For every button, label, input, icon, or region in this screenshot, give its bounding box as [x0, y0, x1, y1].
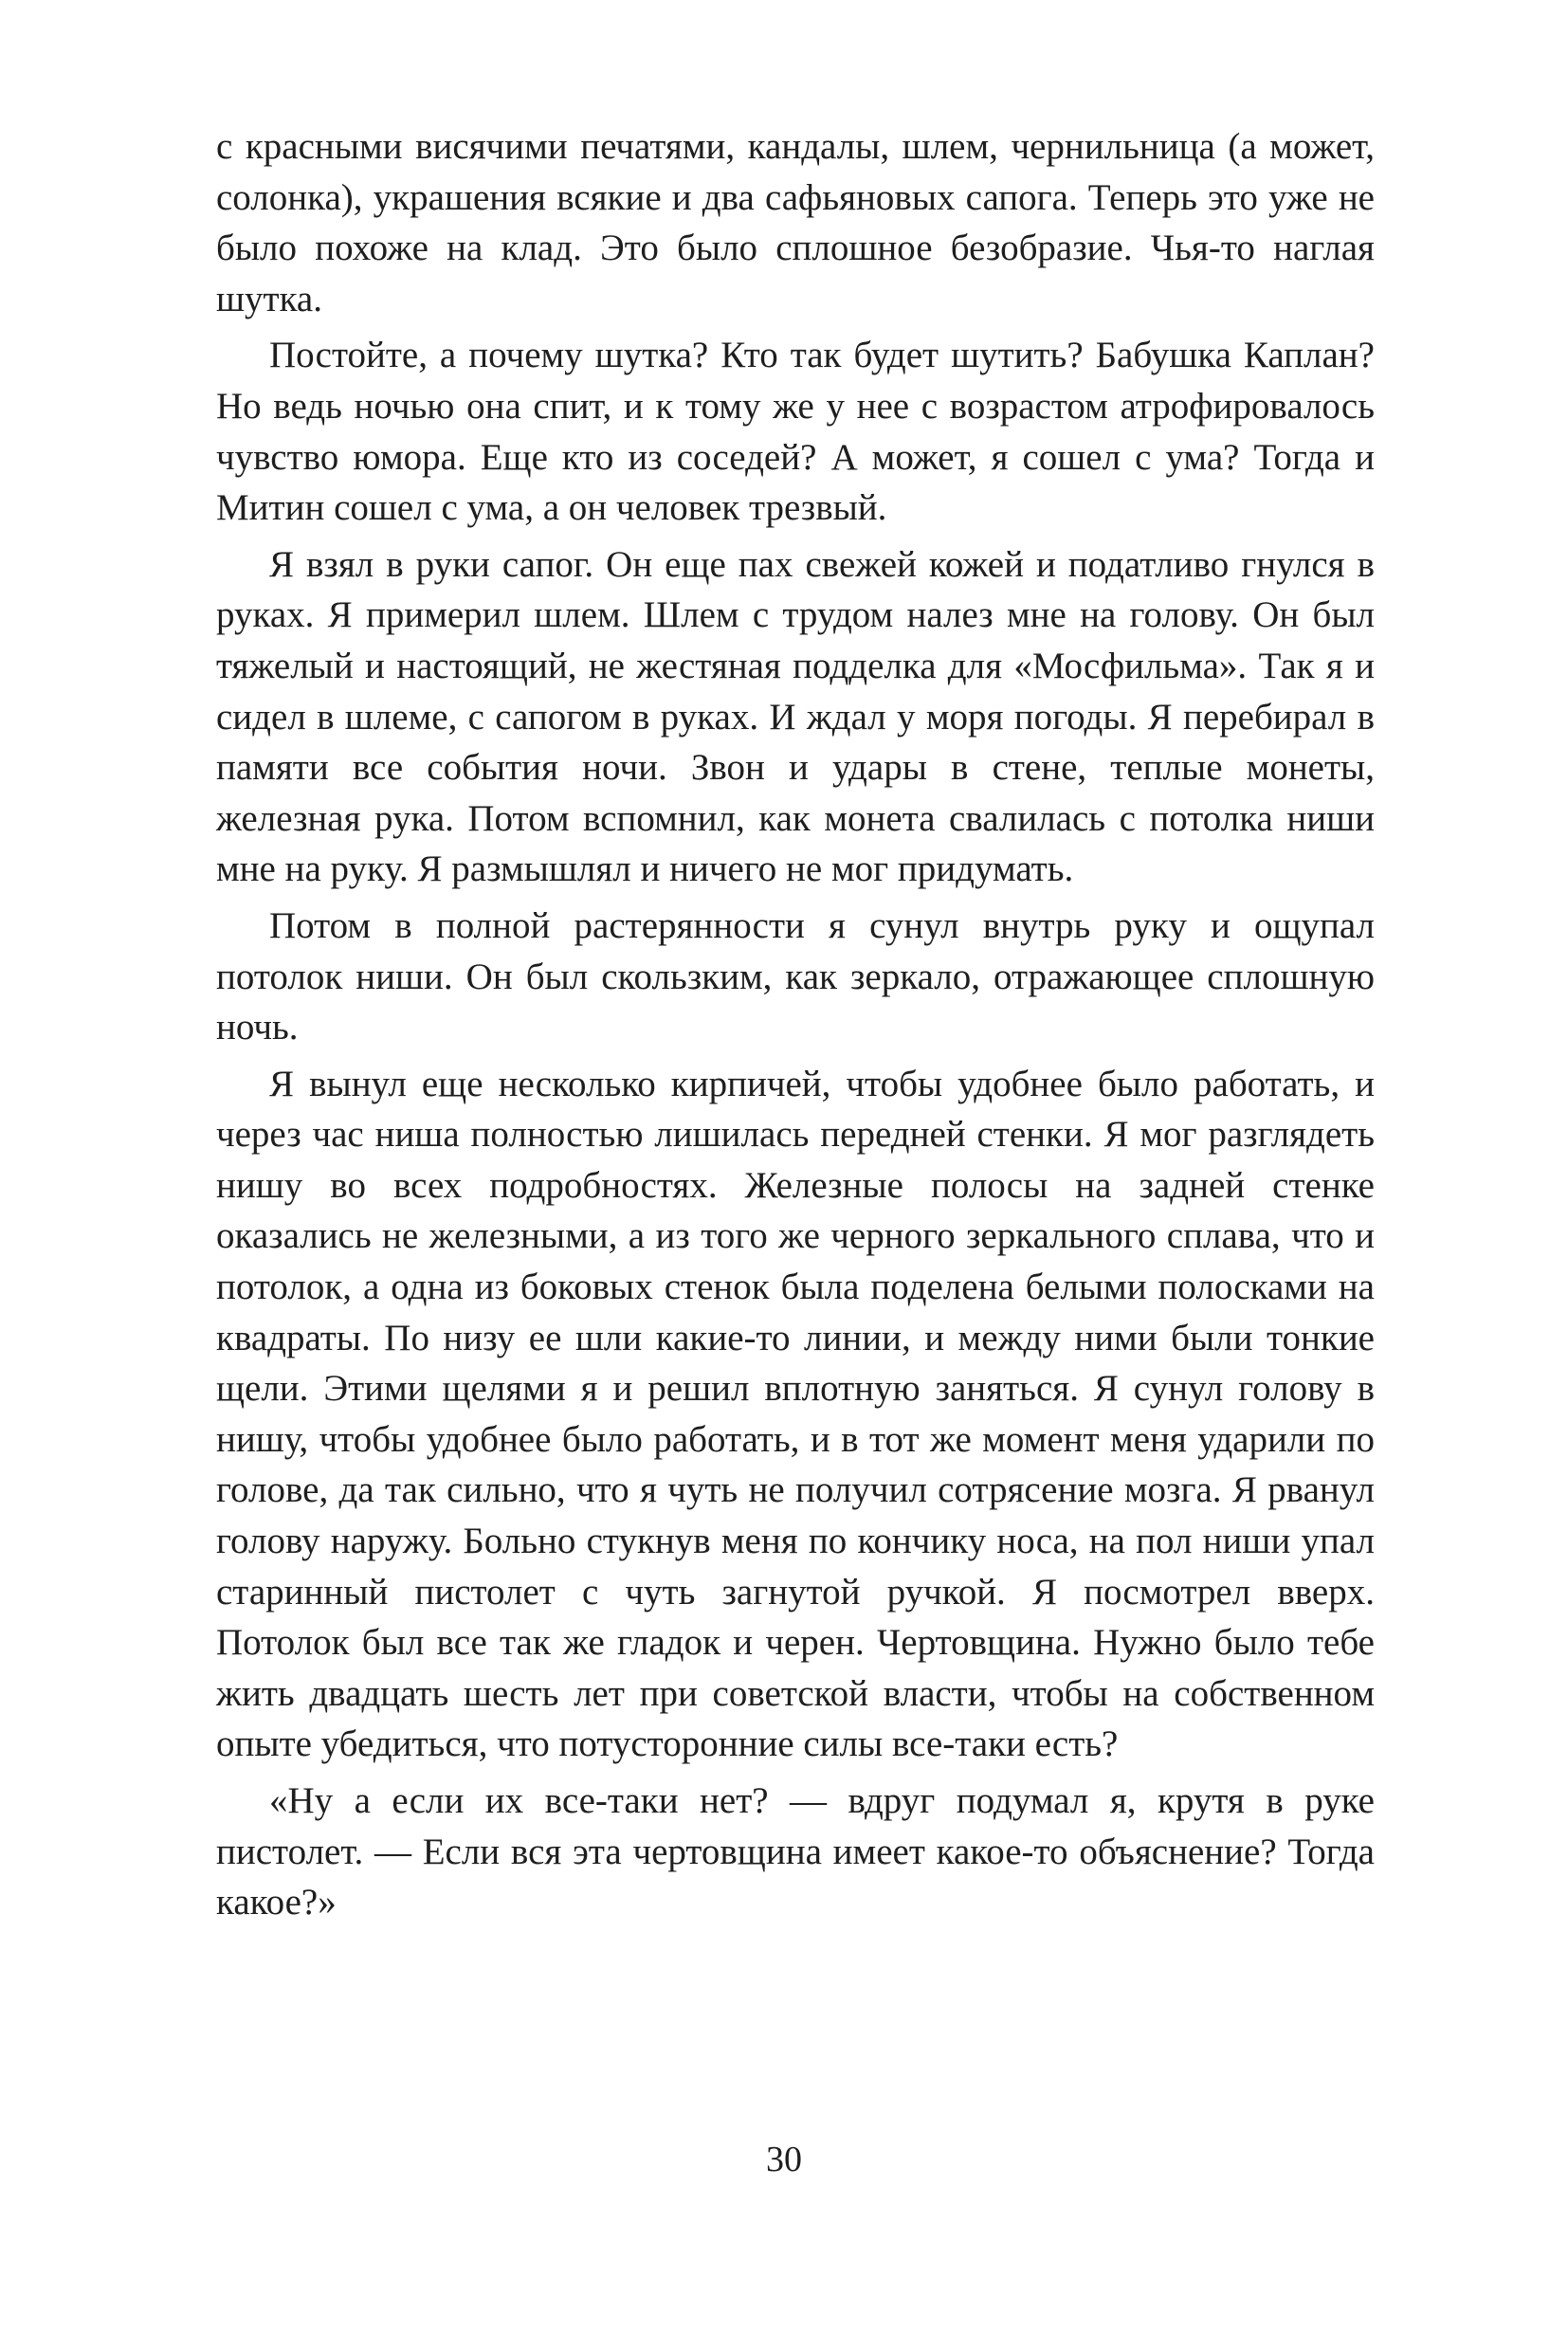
paragraph-2: Постойте, а почему шутка? Кто так будет шутить? Бабушка Каплан? Но ведь ночью она спит, и к тому же у нее с возрастом атрофировалось чувство юмора. Еще кто из соседей? А может, я сошел с ума? Тогда и Митин сошел с ума, а он человек трезвый.: [216, 335, 1375, 529]
paragraph-5: Я вынул еще несколько кирпичей, чтобы удобнее было работать, и через час ниша полностью лишилась передней стенки. Я мог разглядеть нишу во всех подробностях. Железные полосы на задней стенке оказались не железными, а из того же черного зеркального сплава, что и потолок, а одна из боковых стенок была поделена белыми полосками на квадраты. По низу ее шли какие-то линии, и между ними были тонкие щели. Этими щелями я и решил вплотную заняться. Я сунул голову в нишу, чтобы удобнее было работать, и в тот же момент меня ударили по голове, да так сильно, что я чуть не получил сотрясение мозга. Я рванул голову наружу. Больно стукнув меня по кончику носа, на пол ниши упал старинный пистолет с чуть загнутой ручкой. Я посмотрел вверх. Потолок был все так же гладок и черен. Чертовщина. Нужно было тебе жить двадцать шесть лет при советской власти, чтобы на собственном опыте убедиться, что потусторонние силы все-таки есть?: [216, 1063, 1375, 1765]
paragraph-3: Я взял в руки сапог. Он еще пах свежей кожей и податливо гнулся в руках. Я примерил шлем. Шлем с трудом налез мне на голову. Он был тяжелый и настоящий, не жестяная подделка для «Мосфильма». Так я и сидел в шлеме, с сапогом в руках. И ждал у моря погоды. Я перебирал в памяти все события ночи. Звон и удары в стене, теплые монеты, железная рука. Потом вспомнил, как монета свалилась с потолка ниши мне на руку. Я размышлял и ничего не мог придумать.: [216, 543, 1375, 890]
body-text: [216, 121, 1375, 1934]
paragraph-1: с красными висячими печатями, кандалы, шлем, чернильница (а может, солонка), украшения всякие и два сафьяновых сапога. Теперь это уже не было похоже на клад. Это было сплошное безобразие. Чья-то наглая шутка.: [216, 126, 1375, 319]
page-number: 30: [766, 2140, 802, 2179]
paragraph-6: «Ну а если их все-таки нет? — вдруг подумал я, крутя в руке пистолет. — Если вся эта чертовщина имеет какое-то объяснение? Тогда какое?»: [216, 1780, 1375, 1923]
paragraph-4: Потом в полной растерянности я сунул внутрь руку и ощупал потолок ниши. Он был скользким, как зеркало, отражающее сплошную ночь.: [216, 904, 1375, 1048]
